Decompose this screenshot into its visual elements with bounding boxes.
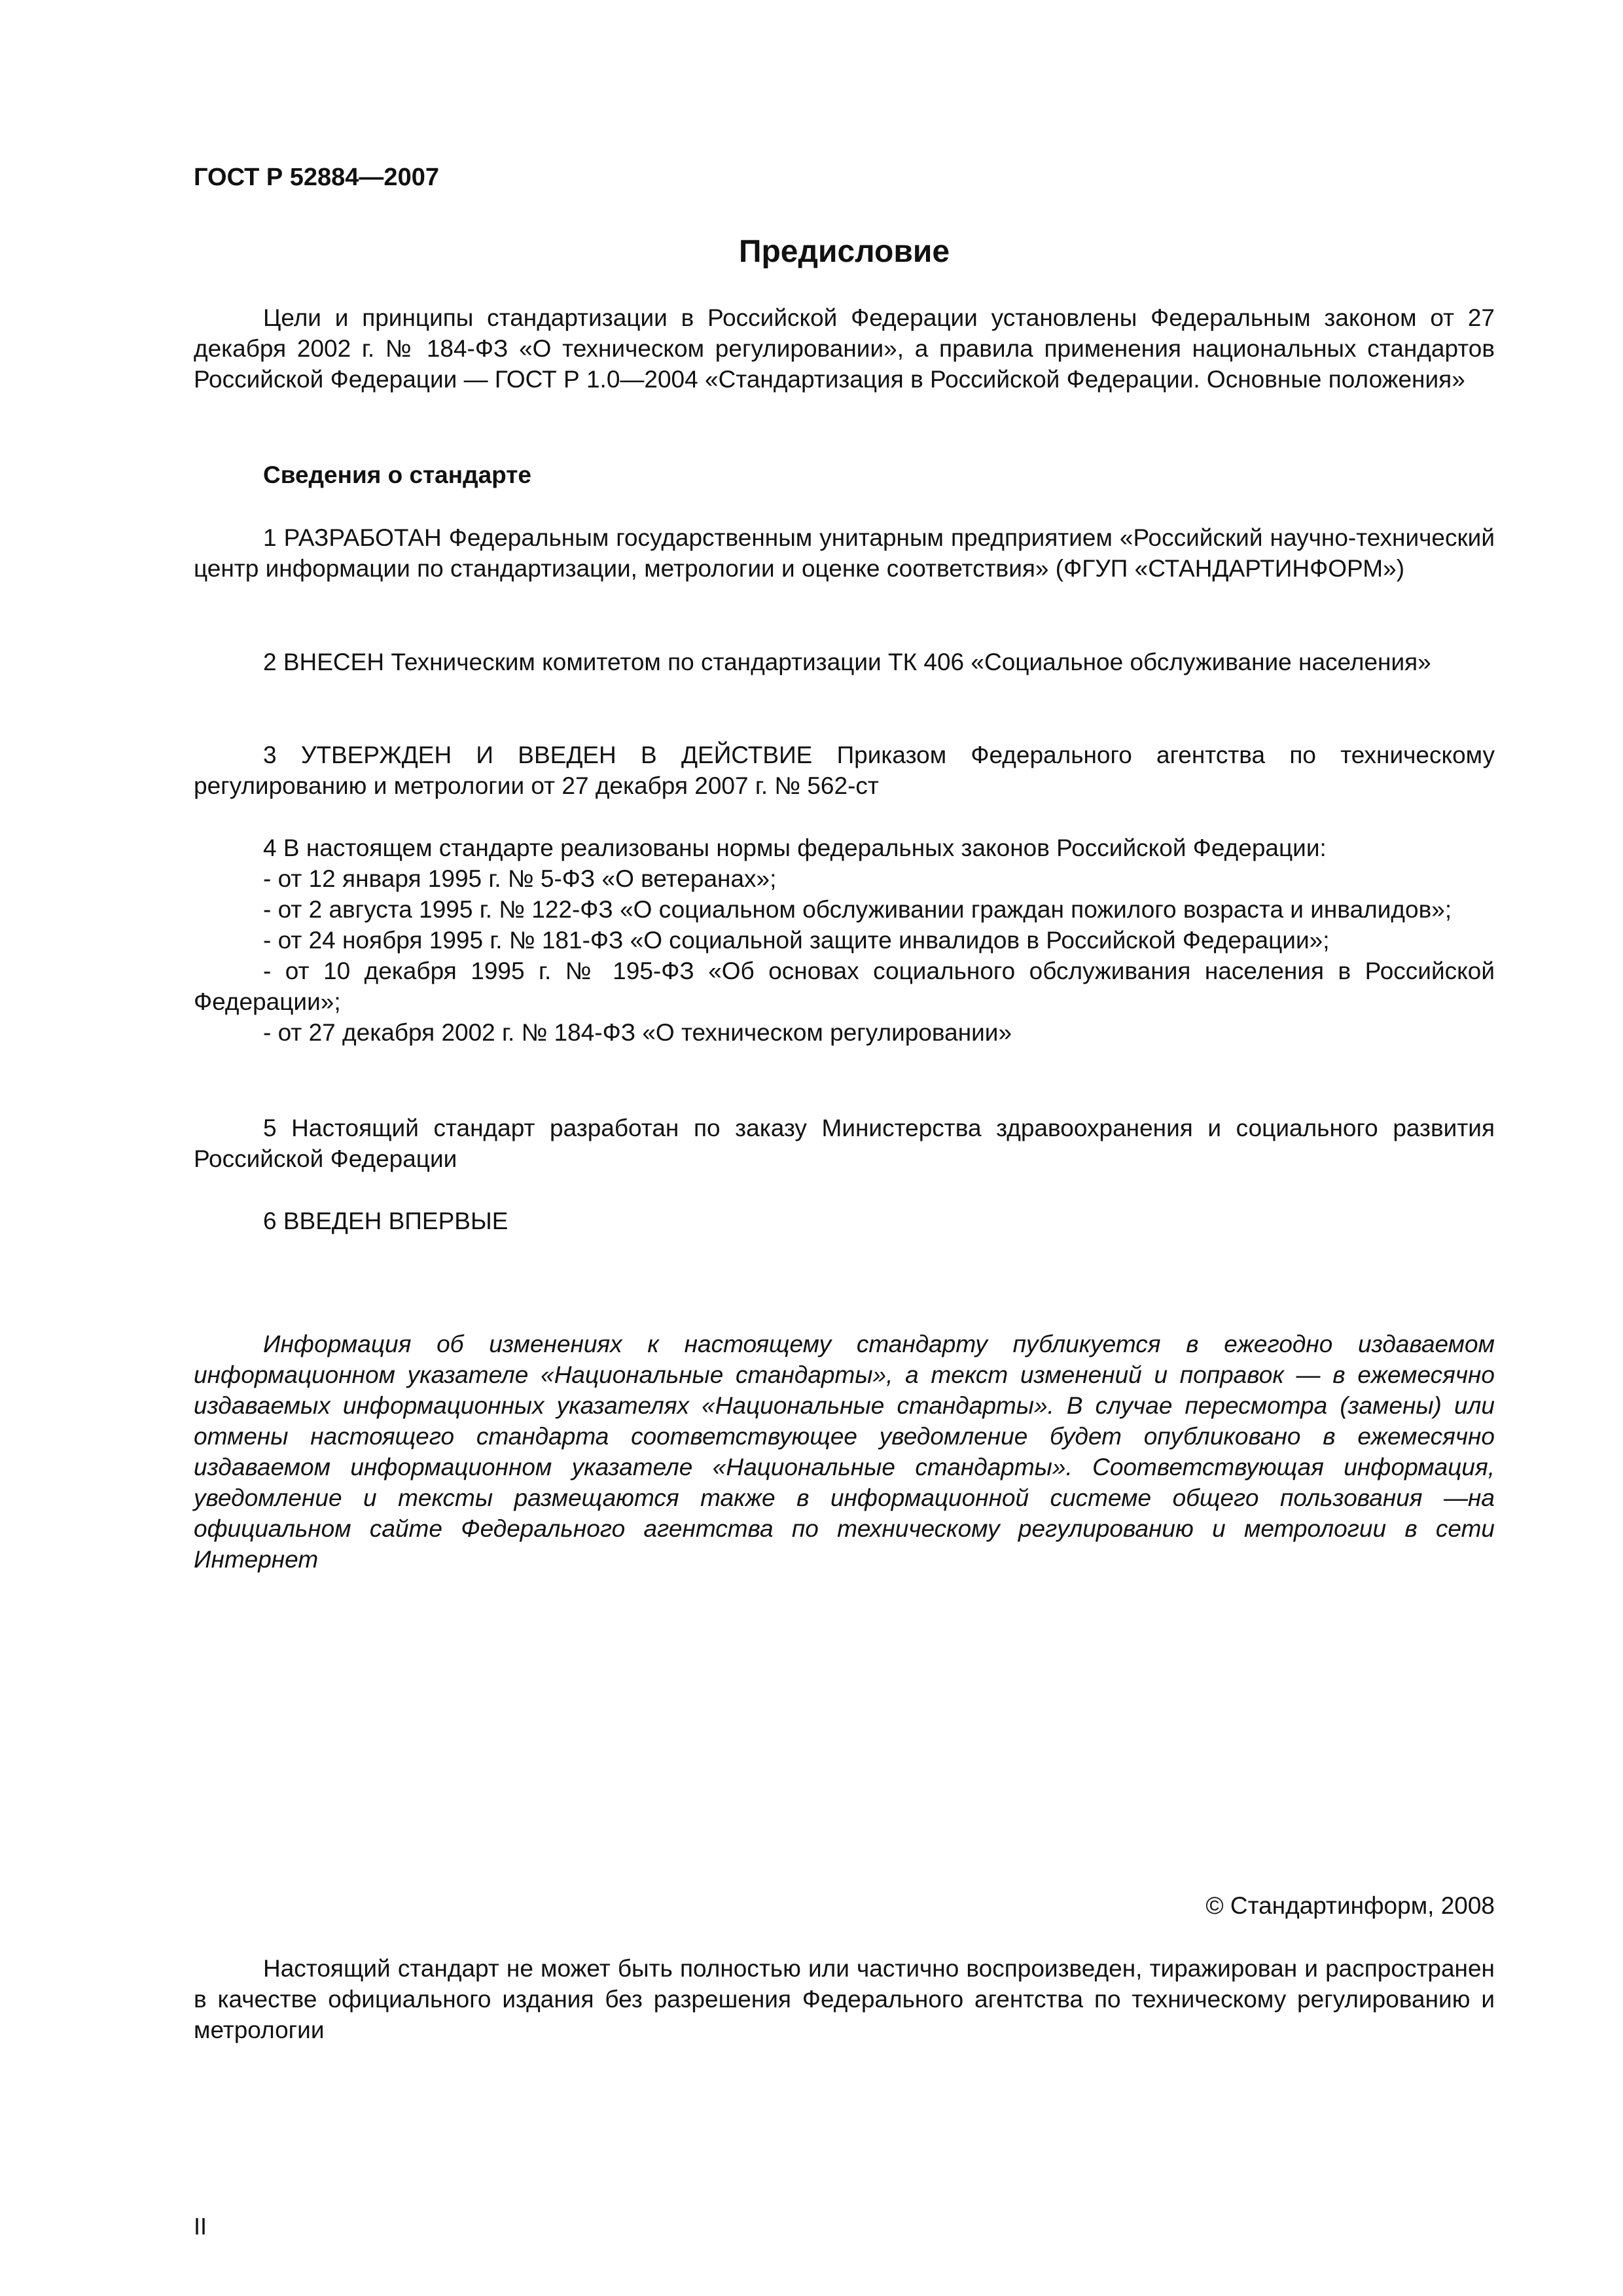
item-1: 1 РАЗРАБОТАН Федеральным государственным унитарным предприятием «Российский научно-технический центр информации по стандартизации, метрологии и оценке соответствия» (ФГУП «СТАНДАРТИНФОРМ») <box>194 524 1495 582</box>
reproduction-notice: Настоящий стандарт не может быть полностью или частично воспроизведен, тиражирован и распространен в качестве официального издания без разрешения Федерального агентства по техническому регулированию и метрологии <box>194 1955 1495 2043</box>
section-heading: Сведения о стандарте <box>263 461 531 488</box>
item-6: 6 ВВЕДЕН ВПЕРВЫЕ <box>263 1208 508 1234</box>
page-title: Предисловие <box>738 234 950 269</box>
item-4-intro: 4 В настоящем стандарте реализованы нормы федеральных законов Российской Федерации: <box>263 834 1327 861</box>
law-line: - от 12 января 1995 г. № 5-ФЗ «О ветеранах»; <box>263 865 777 892</box>
law-line: - от 27 декабря 2002 г. № 184-ФЗ «О техническом регулировании» <box>263 1019 1012 1046</box>
item-3: 3 УТВЕРЖДЕН И ВВЕДЕН В ДЕЙСТВИЕ Приказом Федерального агентства по техническому регулированию и метрологии от 27 декабря 2007 г. № 562-ст <box>194 742 1495 799</box>
law-line: - от 24 ноября 1995 г. № 181-ФЗ «О социальной защите инвалидов в Российской Федерации»; <box>263 927 1330 954</box>
intro-paragraph: Цели и принципы стандартизации в Российской Федерации установлены Федеральным законом от 27 декабря 2002 г. № 184-ФЗ «О техническом регулировании», а правила применения национальных стандартов Российской Федерации — ГОСТ Р 1.0—2004 «Стандартизация в Российской Федерации. Основные положения» <box>194 304 1495 393</box>
changes-notice: Информация об изменениях к настоящему стандарту публикуется в ежегодно издаваемом информационном указателе «Национальные стандарты», а текст изменений и поправок — в ежемесячно издаваемых информационных указателях «Национальные стандарты». В случае пересмотра (замены) или отмены настоящего стандарта соответствующее уведомление будет опубликовано в ежемесячно издаваемом информационном указателе «Национальные стандарты». Соответствующая информация, уведомление и тексты размещаются также в информационной системе общего пользования —на официальном сайте Федерального агентства по техническому регулированию и метрологии в сети Интернет <box>194 1331 1495 1573</box>
law-line: - от 2 августа 1995 г. № 122-ФЗ «О социальном обслуживании граждан пожилого возраста и инвалидов»; <box>263 896 1452 923</box>
copyright-line: © Стандартинформ, 2008 <box>1205 1892 1495 1919</box>
page-number: II <box>194 2213 207 2240</box>
document-id: ГОСТ Р 52884—2007 <box>194 164 439 191</box>
item-4 <box>194 833 1495 1048</box>
item-5: 5 Настоящий стандарт разработан по заказу Министерства здравоохранения и социального развития Российской Федерации <box>194 1115 1495 1172</box>
item-2: 2 ВНЕСЕН Техническим комитетом по стандартизации ТК 406 «Социальное обслуживание населения» <box>263 649 1431 675</box>
law-line: - от 10 декабря 1995 г. № 195-ФЗ «Об основах социального обслуживания населения в Российской Федерации»; <box>194 958 1495 1015</box>
